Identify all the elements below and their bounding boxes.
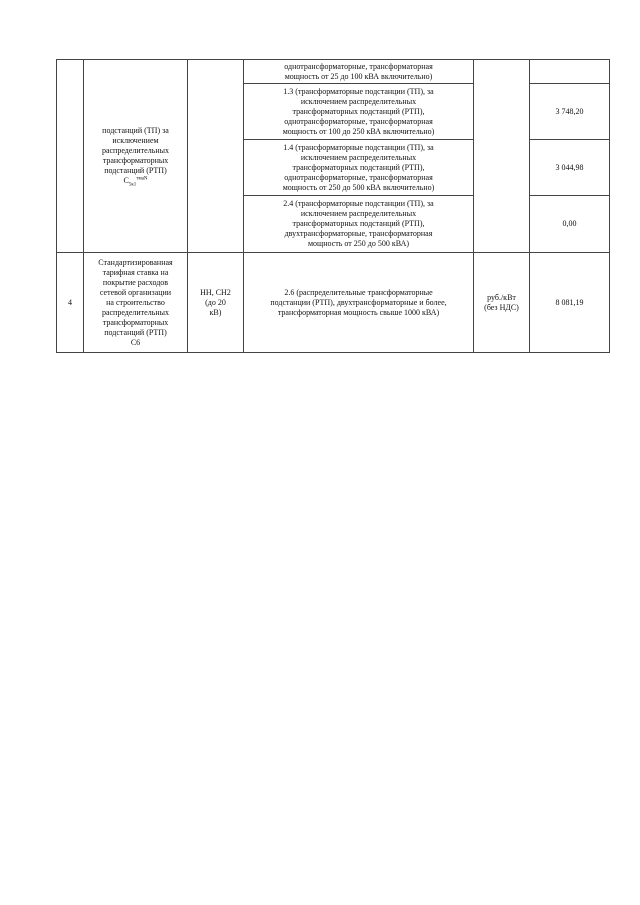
description-cell: 2.6 (распределительные трансформаторные подстанции (РТП), двухтрансформаторные и более, трансформаторная мощность свыше 1000 кВА) — [244, 253, 474, 353]
value-cell: 3 044,98 — [530, 140, 610, 196]
description-cell: 1.3 (трансформаторные подстанции (ТП), за исключением распределительных трансформаторных подстанций (РТП), однотрансформаторные, трансформаторная мощность от 100 до 250 кВА включительно) — [244, 84, 474, 140]
value-cell: 3 748,20 — [530, 84, 610, 140]
unit-cell — [474, 60, 530, 253]
tariff-table — [56, 59, 610, 353]
value-cell — [530, 60, 610, 84]
description-cell: однотрансформаторные, трансформаторная мощность от 25 до 100 кВА включительно) — [244, 60, 474, 84]
table-row — [57, 60, 610, 84]
voltage-level-cell: НН, СН2 (до 20 кВ) — [188, 253, 244, 353]
voltage-level-cell — [188, 60, 244, 253]
rate-name-cell: Стандартизированная тарифная ставка на покрытие расходов сетевой организации на строительство распределительных трансформаторных подстанций (РТП) С6 — [84, 253, 188, 353]
description-cell: 2.4 (трансформаторные подстанции (ТП), за исключением распределительных трансформаторных подстанций (РТП), двухтрансформаторные, трансформаторная мощность от 250 до 500 кВА) — [244, 196, 474, 253]
value-cell: 0,00 — [530, 196, 610, 253]
table-row — [57, 253, 610, 353]
row-number-cell: 4 — [57, 253, 84, 353]
description-cell: 1.4 (трансформаторные подстанции (ТП), за исключением распределительных трансформаторных подстанций (РТП), однотрансформаторные, трансформаторная мощность от 250 до 500 кВА включительно) — [244, 140, 474, 196]
rate-name-cell: подстанций (ТП) за исключением распределительных трансформаторных подстанций (РТП) $C_{5к1}^{тмаN}$ — [84, 60, 188, 253]
value-cell: 8 081,19 — [530, 253, 610, 353]
unit-cell: руб./кВт (без НДС) — [474, 253, 530, 353]
row-number-cell — [57, 60, 84, 253]
